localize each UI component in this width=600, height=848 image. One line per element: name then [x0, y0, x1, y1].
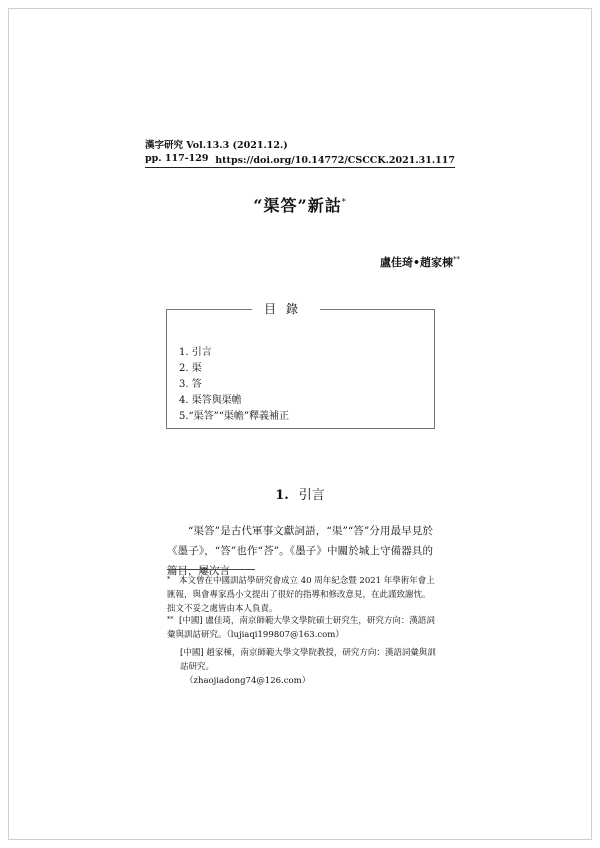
toc-list: [179, 345, 289, 425]
title-footnote-mark: *: [341, 197, 347, 207]
footnote-3: [167, 646, 437, 688]
toc-item[interactable]: 5.“渠答”“渠幨”釋義補正: [179, 411, 289, 422]
footnote-2-mark: **: [167, 615, 174, 623]
toc-item[interactable]: 4. 渠答與渠幨: [179, 395, 242, 406]
footnote-3-text: [中國] 趙家棟，南京師範大學文學院教授，研究方向：漢語詞彙與訓詁研究。: [180, 648, 436, 672]
header-divider: [145, 167, 455, 168]
toc-item[interactable]: 2. 渠: [179, 363, 202, 374]
footnote-1-text: 本文曾在中國訓詁學研究會成立 40 周年紀念暨 2021 年學術年會上匯報，與會專家爲小文提出了很好的指導和修改意見，在此謹致謝忱。拙文不妥之處皆由本人負責。: [167, 576, 435, 614]
footnote-divider: [167, 569, 255, 570]
section-number: 1.: [275, 488, 289, 503]
author-line: [380, 254, 460, 270]
author-names: 盧佳琦•趙家棟: [379, 256, 453, 269]
body-paragraph: “渠答”是古代軍事文獻詞語，“渠”“答”分用最早見於《墨子》，“答”也作“荅”。《墨子》中關於城上守備器具的篇目，屢次言: [167, 525, 433, 577]
footnote-1-mark: *: [167, 575, 171, 583]
paper-title-text: “渠答”新詁: [253, 196, 342, 215]
section-heading: [0, 484, 600, 503]
journal-info: 漢字研究 Vol.13.3 (2021.12.): [145, 140, 288, 151]
doi-link[interactable]: https://doi.org/10.14772/CSCCK.2021.31.117: [215, 155, 455, 166]
toc-item[interactable]: 1. 引言: [179, 347, 212, 358]
paper-title: [0, 193, 600, 216]
footnote-2: [167, 614, 437, 642]
footnote-2-text: [中國] 盧佳琦，南京師範大學文學院碩士研究生，研究方向：漢語詞彙與訓詁研究。（lujiaqi199807@163.com）: [167, 616, 435, 640]
toc-item[interactable]: 3. 答: [179, 379, 202, 390]
page-range: pp. 117-129: [145, 153, 209, 164]
toc-heading: 目錄: [252, 300, 320, 317]
footnote-1: [167, 574, 437, 616]
footnote-3-email: （zhaojiadong74@126.com）: [185, 676, 311, 686]
section-title: 引言: [298, 488, 325, 503]
author-footnote-mark: **: [453, 255, 460, 264]
